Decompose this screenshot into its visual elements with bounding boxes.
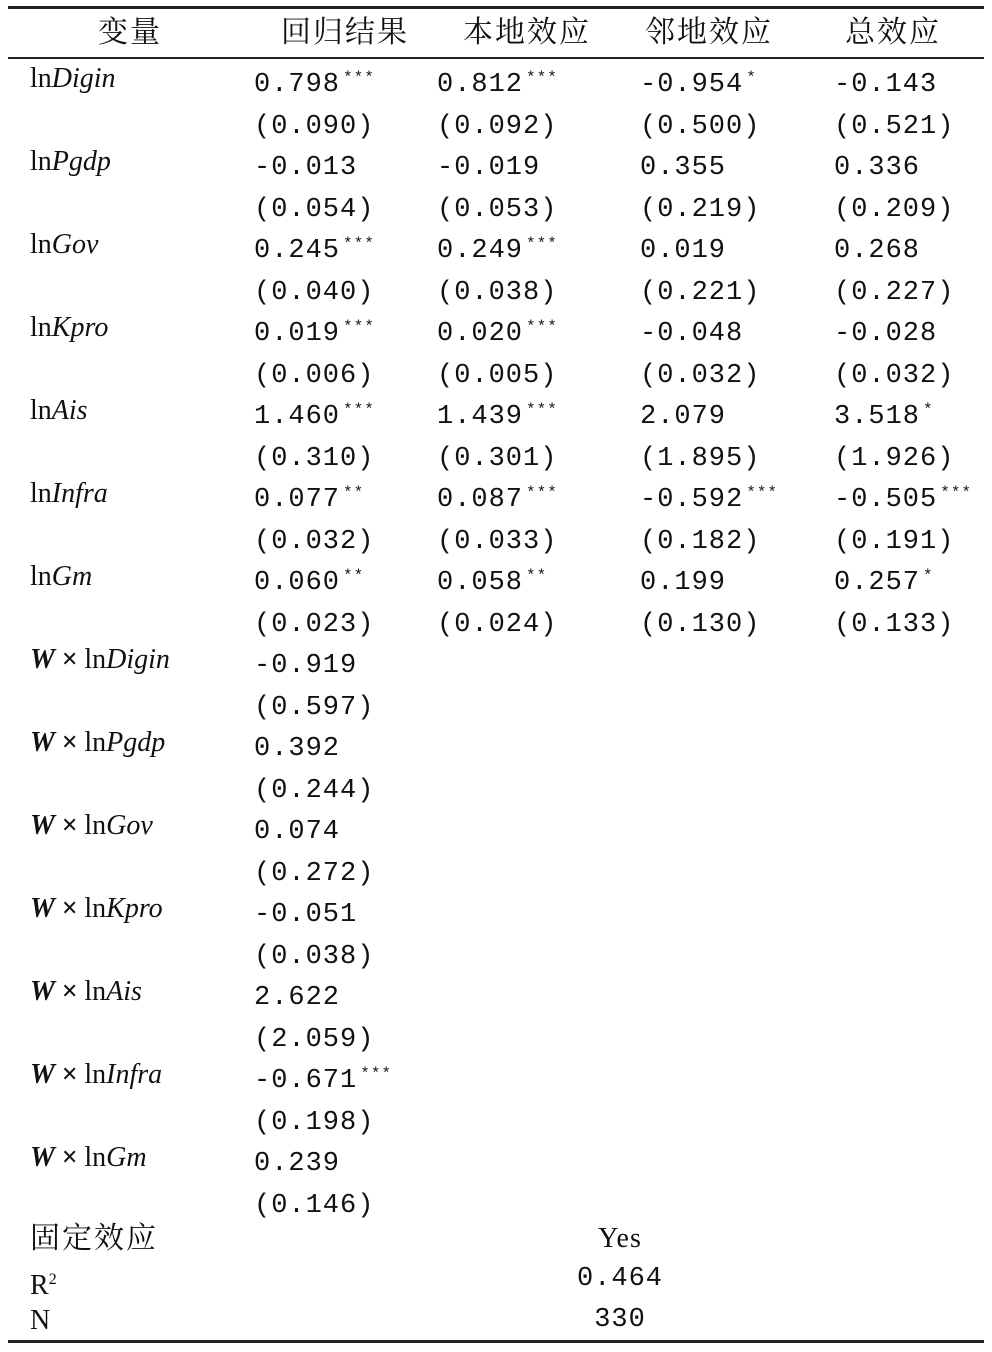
coef-cell [254, 473, 364, 514]
coef-cell [437, 1179, 440, 1220]
significance-stars: *** [360, 1065, 393, 1083]
table-row [0, 1179, 992, 1220]
row-label [30, 971, 142, 1012]
coef-cell [437, 805, 440, 846]
row-label [30, 1137, 147, 1178]
table-row [0, 930, 992, 971]
coef-cell [437, 888, 440, 929]
coef-cell [640, 1137, 643, 1178]
n-row [0, 1300, 992, 1341]
table-row [0, 141, 992, 182]
table-row [0, 390, 992, 431]
coef-value: (2.059) [254, 1024, 375, 1055]
coef-cell [640, 1179, 643, 1220]
coef-value: (0.597) [254, 692, 375, 723]
coef-value: -0.671 [254, 1066, 358, 1096]
coef-cell [640, 888, 643, 929]
coef-value: 0.020 [437, 319, 524, 349]
coef-cell [640, 681, 643, 722]
log-prefix: ln [30, 395, 52, 426]
r2-letter: R [30, 1270, 49, 1301]
coef-cell [640, 515, 763, 556]
coef-cell [640, 1054, 643, 1095]
coef-cell [254, 639, 360, 680]
log-prefix: ln [84, 1059, 107, 1090]
row-label [30, 722, 165, 763]
coef-cell [437, 58, 558, 99]
coef-cell [640, 847, 643, 888]
significance-stars: ** [343, 484, 365, 502]
table-row [0, 1013, 992, 1054]
coef-value: 0.239 [254, 1149, 341, 1179]
coef-value: (0.272) [254, 858, 375, 889]
coef-value: 0.268 [834, 236, 921, 266]
significance-stars: * [746, 69, 757, 87]
coef-cell [254, 1054, 392, 1095]
row-label [30, 639, 170, 680]
coef-cell [640, 1013, 643, 1054]
coef-cell [437, 722, 440, 763]
coef-value: -0.919 [254, 651, 358, 681]
table-row [0, 888, 992, 929]
weight-prefix: W × [30, 893, 85, 924]
row-label [30, 1054, 162, 1095]
coef-cell [437, 847, 440, 888]
coef-value: 2.079 [640, 402, 727, 432]
coef-cell [254, 722, 343, 763]
coef-cell [640, 266, 763, 307]
coef-cell [640, 556, 729, 597]
table-row [0, 58, 992, 99]
r2-superscript: 2 [48, 1271, 57, 1288]
coef-cell [834, 432, 957, 473]
coef-cell [254, 141, 360, 182]
variable-name: Infra [51, 478, 108, 509]
variable-name: Gov [106, 810, 153, 841]
significance-stars: *** [526, 318, 558, 336]
coef-value: 0.058 [437, 568, 524, 598]
coef-value: (0.182) [640, 526, 761, 557]
coef-cell [254, 681, 377, 722]
log-prefix: ln [84, 810, 107, 841]
coef-cell [254, 1179, 377, 1220]
table-row [0, 183, 992, 224]
header-regression: 回归结果 [281, 15, 409, 50]
coef-value: (1.895) [640, 443, 761, 474]
coef-value: -0.954 [640, 70, 744, 100]
coef-cell [437, 639, 440, 680]
coef-cell [254, 390, 375, 431]
significance-stars: *** [343, 401, 375, 419]
coef-cell [437, 432, 560, 473]
coef-value: (0.005) [437, 360, 558, 391]
coef-value: 0.074 [254, 817, 341, 847]
coef-value: (0.092) [437, 111, 558, 142]
row-label [30, 805, 153, 846]
coef-value: 0.257 [834, 568, 921, 598]
variable-name: Ais [106, 976, 142, 1007]
coef-cell [640, 349, 763, 390]
coef-value: (0.038) [437, 277, 558, 308]
coef-cell [254, 1013, 377, 1054]
coef-value: (0.301) [437, 443, 558, 474]
table-row [0, 1054, 992, 1095]
log-prefix: ln [84, 976, 107, 1007]
coef-cell [254, 805, 343, 846]
coef-value: (0.040) [254, 277, 375, 308]
coef-cell [254, 556, 364, 597]
weight-prefix: W × [30, 1059, 85, 1090]
coef-cell [254, 432, 377, 473]
significance-stars: *** [526, 401, 558, 419]
coef-cell [254, 1137, 343, 1178]
coef-cell [437, 515, 560, 556]
log-prefix: ln [30, 229, 52, 260]
log-prefix: ln [30, 146, 52, 177]
variable-name: Digin [51, 63, 116, 94]
header-neighbor-effect: 邻地效应 [645, 15, 773, 50]
coef-value: (0.054) [254, 194, 375, 225]
coef-value: (0.310) [254, 443, 375, 474]
coef-cell [640, 971, 643, 1012]
row-label [30, 473, 108, 514]
variable-name: Gm [106, 1142, 147, 1173]
variable-name: Gm [51, 561, 93, 592]
log-prefix: ln [30, 312, 52, 343]
coef-value: 0.019 [640, 236, 727, 266]
coef-cell [834, 100, 957, 141]
log-prefix: ln [30, 478, 52, 509]
coef-cell [834, 183, 957, 224]
variable-name: Kpro [106, 893, 163, 924]
coef-cell [254, 224, 375, 265]
table-row [0, 473, 992, 514]
coef-cell [254, 764, 377, 805]
variable-name: Pgdp [51, 146, 111, 177]
table-row [0, 1096, 992, 1137]
coef-cell [640, 141, 729, 182]
table-row [0, 764, 992, 805]
significance-stars: *** [343, 69, 375, 87]
coef-cell [640, 100, 763, 141]
variable-name: Infra [106, 1059, 163, 1090]
coef-cell [254, 266, 377, 307]
coef-cell [834, 847, 837, 888]
coef-cell [640, 930, 643, 971]
coef-value: (1.926) [834, 443, 955, 474]
coef-cell [437, 100, 560, 141]
log-prefix: ln [84, 1142, 107, 1173]
row-label [30, 556, 92, 597]
coef-cell [254, 888, 360, 929]
table-row [0, 971, 992, 1012]
significance-stars: ** [526, 567, 548, 585]
header-variable: 变量 [98, 15, 162, 50]
coef-value: 0.336 [834, 153, 921, 183]
weight-prefix: W × [30, 976, 85, 1007]
significance-stars: *** [343, 235, 375, 253]
coef-value: 0.019 [254, 319, 341, 349]
header-local-effect: 本地效应 [463, 15, 591, 50]
coef-cell [640, 764, 643, 805]
n-value: 330 [594, 1305, 646, 1335]
significance-stars: *** [526, 69, 558, 87]
coef-cell [437, 1137, 440, 1178]
coef-value: (0.227) [834, 277, 955, 308]
table-row [0, 556, 992, 597]
fixed-effect-value: Yes [598, 1223, 642, 1254]
coef-cell [640, 183, 763, 224]
coef-cell [640, 598, 763, 639]
fixed-effect-row [0, 1218, 992, 1259]
significance-stars: * [923, 401, 934, 419]
log-prefix: ln [30, 561, 52, 592]
coef-value: 1.439 [437, 402, 524, 432]
coef-cell [834, 1054, 837, 1095]
coef-value: (0.032) [254, 526, 375, 557]
coef-cell [834, 681, 837, 722]
coef-value: 0.812 [437, 70, 524, 100]
coef-cell [254, 183, 377, 224]
coef-cell [254, 349, 377, 390]
table-row [0, 681, 992, 722]
coef-cell [834, 141, 923, 182]
table-row [0, 639, 992, 680]
coef-cell [834, 390, 934, 431]
coef-cell [437, 183, 560, 224]
coef-value: -0.592 [640, 485, 744, 515]
table-row [0, 1137, 992, 1178]
coef-cell [437, 266, 560, 307]
coef-value: (0.191) [834, 526, 955, 557]
coef-cell [834, 1096, 837, 1137]
coef-value: (0.090) [254, 111, 375, 142]
coef-value: (0.053) [437, 194, 558, 225]
coef-value: 0.245 [254, 236, 341, 266]
coef-cell [254, 847, 377, 888]
coef-cell [640, 473, 778, 514]
fixed-effect-label: 固定效应 [30, 1222, 158, 1255]
coef-cell [254, 930, 377, 971]
coef-cell [437, 598, 560, 639]
coef-value: 0.392 [254, 734, 341, 764]
log-prefix: ln [84, 893, 107, 924]
weight-prefix: W × [30, 727, 85, 758]
coef-value: -0.505 [834, 485, 938, 515]
coef-value: 2.622 [254, 983, 341, 1013]
coef-value: -0.013 [254, 153, 358, 183]
log-prefix: ln [30, 63, 52, 94]
table-row [0, 266, 992, 307]
coef-value: 1.460 [254, 402, 341, 432]
coef-value: (0.209) [834, 194, 955, 225]
significance-stars: *** [746, 484, 779, 502]
header-row [0, 12, 992, 53]
coef-value: -0.028 [834, 319, 938, 349]
coef-cell [640, 805, 643, 846]
coef-cell [834, 930, 837, 971]
coef-value: -0.048 [640, 319, 744, 349]
coef-cell [834, 224, 923, 265]
coef-cell [437, 307, 558, 348]
significance-stars: ** [343, 567, 365, 585]
row-label [30, 888, 163, 929]
coef-cell [834, 473, 972, 514]
significance-stars: *** [526, 235, 558, 253]
row-label [30, 224, 98, 265]
coef-cell [834, 971, 837, 1012]
coef-cell [834, 722, 837, 763]
coef-value: 0.077 [254, 485, 341, 515]
coef-cell [437, 930, 440, 971]
r2-row [0, 1259, 992, 1300]
coef-cell [437, 141, 543, 182]
bottom-rule [8, 1340, 984, 1343]
table-row [0, 805, 992, 846]
variable-name: Gov [51, 229, 99, 260]
r2-label [30, 1259, 57, 1300]
coef-value: (0.244) [254, 775, 375, 806]
coef-cell [437, 473, 558, 514]
coef-value: 3.518 [834, 402, 921, 432]
coef-cell [254, 307, 375, 348]
significance-stars: *** [343, 318, 375, 336]
coef-value: (0.146) [254, 1190, 375, 1221]
row-label [30, 58, 116, 99]
table-row [0, 847, 992, 888]
table-row [0, 598, 992, 639]
coef-value: 0.798 [254, 70, 341, 100]
coef-cell [834, 1179, 837, 1220]
coef-cell [834, 1013, 837, 1054]
coef-cell [834, 888, 837, 929]
weight-prefix: W × [30, 644, 85, 675]
significance-stars: *** [526, 484, 558, 502]
coef-value: 0.355 [640, 153, 727, 183]
coef-value: (0.023) [254, 609, 375, 640]
coef-value: (0.521) [834, 111, 955, 142]
weight-prefix: W × [30, 810, 85, 841]
coef-cell [437, 349, 560, 390]
r2-value: 0.464 [576, 1264, 663, 1294]
coef-value: (0.219) [640, 194, 761, 225]
table-row [0, 100, 992, 141]
coef-value: (0.500) [640, 111, 761, 142]
coef-cell [640, 58, 757, 99]
coef-cell [640, 224, 729, 265]
coef-value: (0.038) [254, 941, 375, 972]
coef-cell [254, 1096, 377, 1137]
coef-value: (0.033) [437, 526, 558, 557]
coef-value: (0.221) [640, 277, 761, 308]
significance-stars: * [923, 567, 934, 585]
coef-cell [254, 598, 377, 639]
table-row [0, 432, 992, 473]
coef-value: 0.199 [640, 568, 727, 598]
coef-cell [834, 764, 837, 805]
coef-value: -0.143 [834, 70, 938, 100]
coef-cell [640, 722, 643, 763]
coef-cell [254, 515, 377, 556]
coef-cell [834, 58, 940, 99]
coef-cell [254, 971, 343, 1012]
coef-value: 0.060 [254, 568, 341, 598]
coef-cell [834, 805, 837, 846]
coef-cell [640, 432, 763, 473]
coef-value: -0.051 [254, 900, 358, 930]
coef-cell [437, 1013, 440, 1054]
coef-value: 0.249 [437, 236, 524, 266]
table-row [0, 307, 992, 348]
table-row [0, 722, 992, 763]
coef-cell [437, 390, 558, 431]
coef-cell [437, 556, 547, 597]
coef-cell [640, 307, 746, 348]
variable-name: Pgdp [106, 727, 166, 758]
coef-cell [640, 1096, 643, 1137]
coef-cell [254, 100, 377, 141]
table-row [0, 349, 992, 390]
coef-cell [640, 390, 729, 431]
coef-value: -0.019 [437, 153, 541, 183]
coef-cell [640, 639, 643, 680]
row-label [30, 307, 108, 348]
coef-cell [437, 1054, 440, 1095]
variable-name: Kpro [51, 312, 109, 343]
row-label [30, 141, 111, 182]
coef-cell [834, 266, 957, 307]
coef-cell [834, 307, 940, 348]
coef-value: (0.130) [640, 609, 761, 640]
coef-cell [834, 598, 957, 639]
coef-cell [254, 58, 375, 99]
coef-cell [437, 764, 440, 805]
table-row [0, 515, 992, 556]
coef-value: (0.032) [640, 360, 761, 391]
coef-cell [437, 681, 440, 722]
coef-cell [834, 349, 957, 390]
coef-value: (0.032) [834, 360, 955, 391]
coef-value: (0.198) [254, 1107, 375, 1138]
n-label: N [30, 1305, 51, 1336]
coef-value: 0.087 [437, 485, 524, 515]
coef-cell [437, 1096, 440, 1137]
variable-name: Digin [106, 644, 170, 675]
weight-prefix: W × [30, 1142, 85, 1173]
header-total-effect: 总效应 [845, 15, 941, 50]
coef-value: (0.133) [834, 609, 955, 640]
log-prefix: ln [84, 644, 107, 675]
coef-cell [437, 224, 558, 265]
top-rule [8, 6, 984, 9]
coef-cell [834, 639, 837, 680]
coef-cell [834, 1137, 837, 1178]
log-prefix: ln [84, 727, 107, 758]
coef-cell [834, 556, 934, 597]
coef-cell [834, 515, 957, 556]
coef-value: (0.024) [437, 609, 558, 640]
coef-cell [437, 971, 440, 1012]
variable-name: Ais [51, 395, 88, 426]
row-label [30, 390, 88, 431]
coef-value: (0.006) [254, 360, 375, 391]
significance-stars: *** [940, 484, 973, 502]
table-row [0, 224, 992, 265]
